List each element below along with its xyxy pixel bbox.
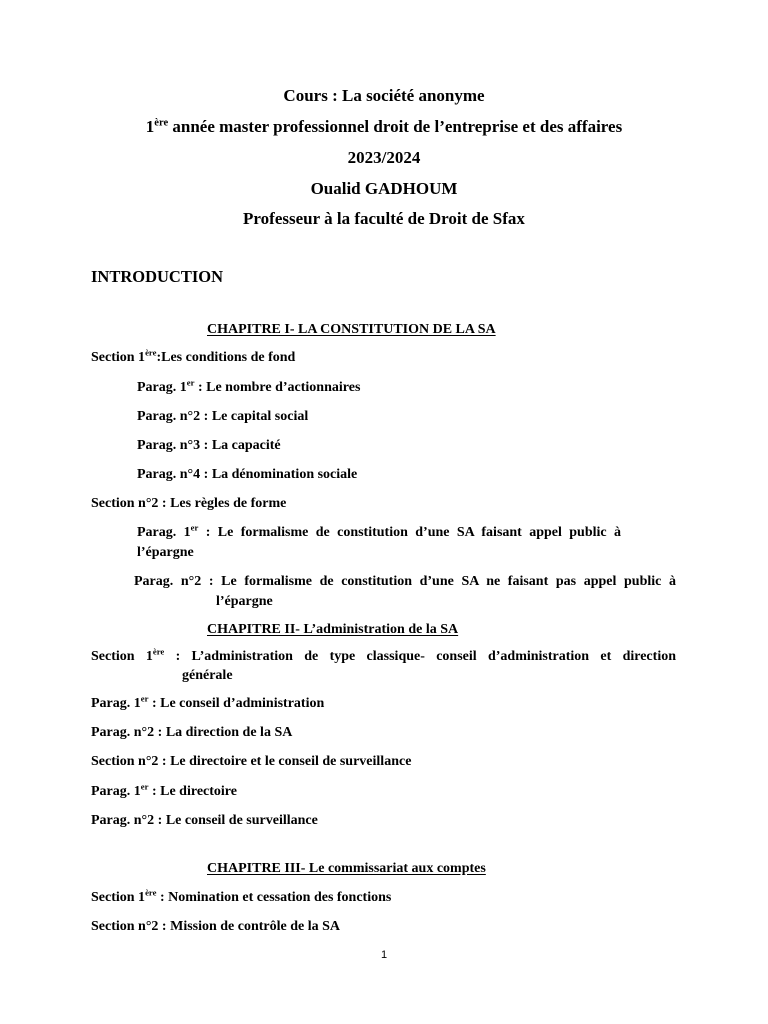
chapter-2-section-1-line-2: générale [182, 668, 233, 683]
course-title: Cours : La société anonyme [283, 86, 485, 105]
chapter-1-section-2-parag-1-line-1 [137, 522, 622, 541]
chapter-1-section-2-parag-2-line-2: l’épargne [216, 594, 273, 609]
parag-label: Parag. 1 [137, 525, 191, 540]
introduction-heading: INTRODUCTION [91, 267, 224, 286]
chapter-1-section-1-parag-2: Parag. n°2 : Le capital social [137, 409, 309, 424]
chapter-1-section-2: Section n°2 : Les règles de forme [91, 496, 287, 511]
program-text: année master professionnel droit de l’entreprise et des affaires [168, 117, 623, 136]
parag-superscript: er [190, 522, 199, 533]
section-superscript: ère [152, 646, 165, 657]
year-superscript: ère [154, 117, 169, 129]
parag-superscript: er [140, 693, 149, 704]
chapter-2-section-1-line-1 [91, 646, 676, 665]
chapter-3-section-1 [91, 887, 392, 906]
academic-year: 2023/2024 [347, 148, 421, 167]
section-superscript: ère [145, 347, 157, 358]
section-label: Section 1 [91, 350, 146, 365]
parag-label: Parag. 1 [91, 696, 141, 711]
section-label: Section 1 [91, 890, 146, 905]
chapter-1-section-1 [91, 347, 296, 366]
chapter-2-title: CHAPITRE II- L’administration de la SA [207, 622, 459, 637]
section-title: : L’administration de type classique- conseil d’administration et direction [164, 649, 676, 664]
parag-title: : Le directoire [148, 784, 237, 799]
chapter-1-section-1-parag-3: Parag. n°3 : La capacité [137, 438, 281, 453]
parag-superscript: er [140, 781, 149, 792]
chapter-3-section-2: Section n°2 : Mission de contrôle de la SA [91, 919, 341, 934]
parag-superscript: er [186, 377, 195, 388]
page-number: 1 [380, 949, 388, 961]
chapter-1-section-1-parag-4: Parag. n°4 : La dénomination sociale [137, 467, 358, 482]
year-number: 1 [145, 117, 155, 136]
chapter-2-section-2-parag-1 [91, 781, 237, 800]
chapter-2-section-1-parag-2: Parag. n°2 : La direction de la SA [91, 725, 293, 740]
chapter-1-title: CHAPITRE I- LA CONSTITUTION DE LA SA [207, 322, 496, 337]
chapter-1-section-2-parag-2-line-1: Parag. n°2 : Le formalisme de constitution d’une SA ne faisant pas appel public à [134, 574, 676, 589]
parag-title: : Le formalisme de constitution d’une SA faisant appel public à [198, 525, 622, 540]
author-position: Professeur à la faculté de Droit de Sfax [243, 209, 525, 228]
section-label: Section 1 [91, 649, 153, 664]
chapter-2-section-1-parag-1 [91, 693, 325, 712]
chapter-3-title: CHAPITRE III- Le commissariat aux comptes [207, 861, 486, 876]
section-title: : Nomination et cessation des fonctions [156, 890, 392, 905]
parag-label: Parag. 1 [91, 784, 141, 799]
parag-label: Parag. 1 [137, 380, 187, 395]
parag-title: : Le conseil d’administration [148, 696, 325, 711]
program-line [0, 117, 768, 137]
section-superscript: ère [145, 887, 157, 898]
parag-title: : Le nombre d’actionnaires [194, 380, 361, 395]
chapter-2-section-2: Section n°2 : Le directoire et le conseil de surveillance [91, 754, 412, 769]
section-title: :Les conditions de fond [156, 350, 296, 365]
chapter-1-section-1-parag-1 [137, 377, 361, 396]
author-name: Oualid GADHOUM [310, 179, 458, 198]
chapter-1-section-2-parag-1-line-2: l’épargne [137, 545, 194, 560]
chapter-2-section-2-parag-2: Parag. n°2 : Le conseil de surveillance [91, 813, 318, 828]
